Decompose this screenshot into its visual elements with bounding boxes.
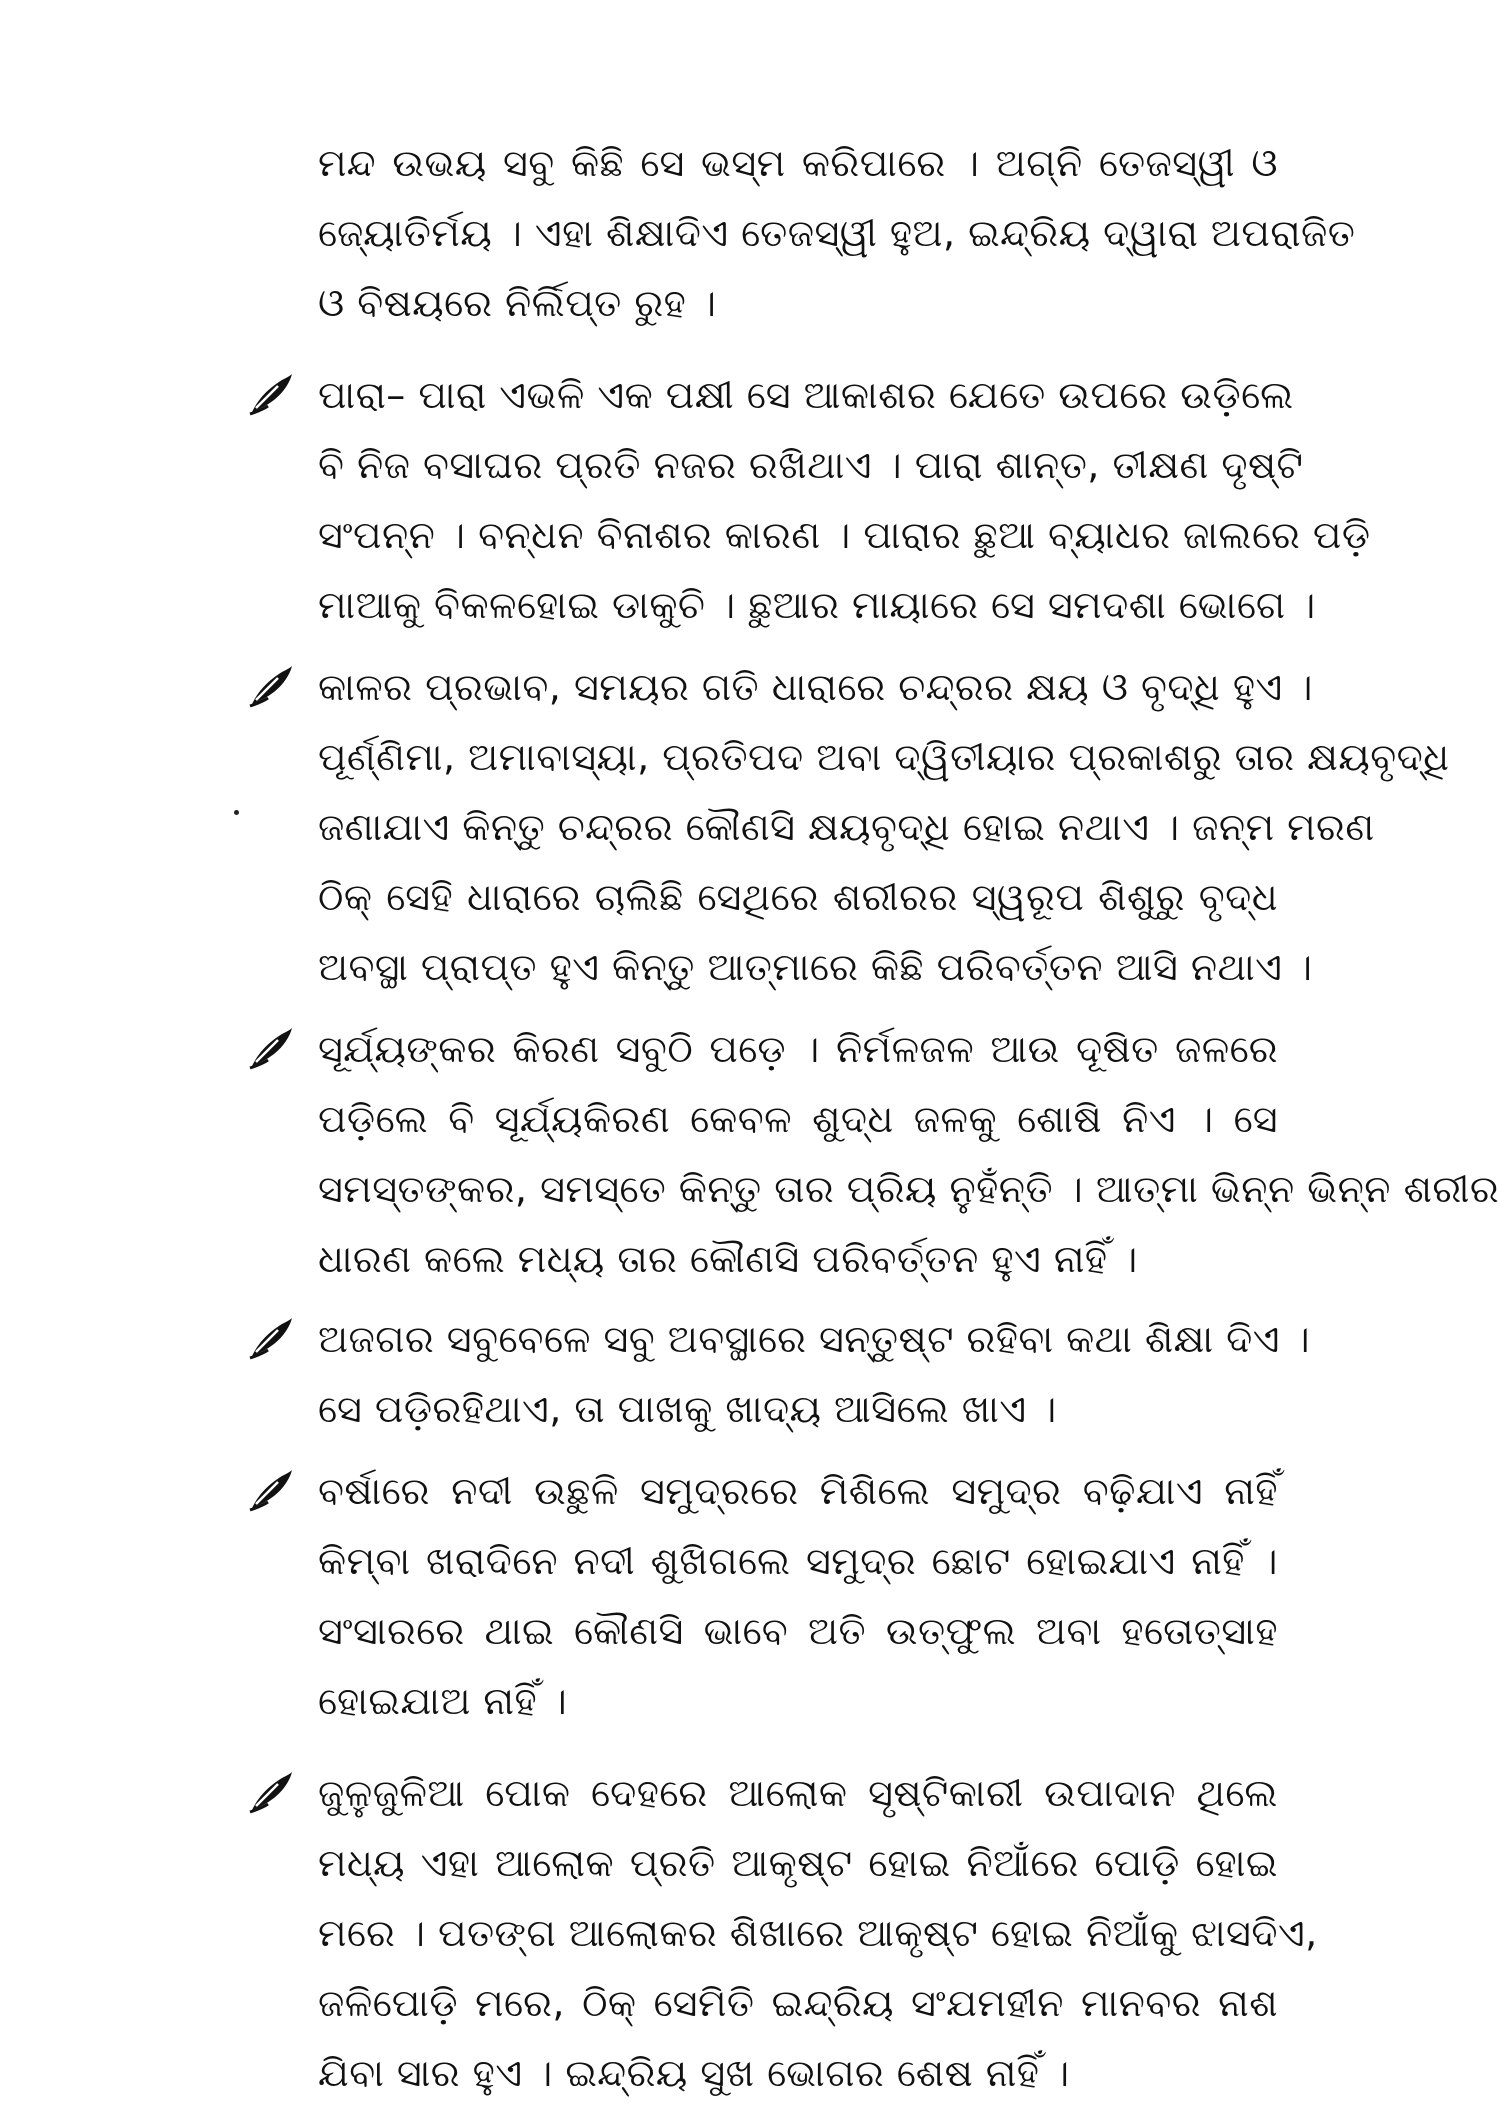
text-line: ଅଜଗର ସବୁବେଳେ ସବୁ ଅବସ୍ଥାରେ ସନ୍ତୁଷ୍ଟ ରହିବା କଥା ଶିକ୍ଷା ଦିଏ । xyxy=(318,1317,1311,1361)
text-line: ଜଳିପୋଡ଼ି ମରେ, ଠିକ୍ ସେମିତି ଇନ୍ଦ୍ରିୟ ସଂଯମହୀନ ମାନବର ନାଶ xyxy=(318,1981,1278,2025)
paragraph xyxy=(318,1014,1500,1294)
stray-mark xyxy=(234,810,239,815)
text-line: ପାରା– ପାରା ଏଭଳି ଏକ ପକ୍ଷୀ ସେ ଆକାଶର ଯେତେ ଉପରେ ଉଡ଼ିଲେ xyxy=(318,373,1294,417)
text-line: ମଧ୍ୟ ଏହା ଆଲୋକ ପ୍ରତି ଆକୃଷ୍ଟ ହୋଇ ନିଆଁରେ ପୋଡ଼ି ହୋଇ xyxy=(318,1841,1278,1885)
text-line: ଧାରଣ କଲେ ମଧ୍ୟ ତାର କୌଣସି ପରିବର୍ତ୍ତନ ହୁଏ ନାହିଁ । xyxy=(318,1237,1138,1281)
text-line: ସଂସାରରେ ଥାଇ କୌଣସି ଭାବେ ଅତି ଉତ୍‌ଫୁଲ ଅବା ହତୋତ୍ସାହ xyxy=(318,1609,1278,1653)
text-line: ପୂର୍ଣ୍ଣିମା, ଅମାବାସ୍ୟା, ପ୍ରତିପଦ ଅବା ଦ୍ୱିତୀୟାର ପ୍ରକାଶରୁ ତାର କ୍ଷୟବୃଦ୍ଧି xyxy=(318,735,1450,779)
pen-nib-icon xyxy=(248,1314,294,1360)
pen-nib-icon xyxy=(248,370,294,416)
text-line: ଠିକ୍ ସେହି ଧାରାରେ ଚାଲିଛି ସେଥିରେ ଶରୀରର ସ୍ୱରୂପ ଶିଶୁରୁ ବୃଦ୍ଧ xyxy=(318,875,1278,919)
text-line: ସମସ୍ତଙ୍କର, ସମସ୍ତେ କିନ୍ତୁ ତାର ପ୍ରିୟ ନୁହଁନ୍ତି । ଆତ୍ମା ଭିନ୍ନ ଭିନ୍ନ ଶରୀର xyxy=(318,1167,1500,1211)
text-line: ଜଣାଯାଏ କିନ୍ତୁ ଚନ୍ଦ୍ରର କୌଣସି କ୍ଷୟବୃଦ୍ଧି ହୋଇ ନଥାଏ । ଜନ୍ମ ମରଣ xyxy=(318,805,1375,849)
text-line: ସଂପନ୍ନ । ବନ୍ଧନ ବିନାଶର କାରଣ । ପାରାର ଛୁଆ ବ୍ୟାଧର ଜାଲରେ ପଡ଼ି xyxy=(318,513,1371,557)
paragraph xyxy=(318,1304,1311,1444)
text-line: କାଳର ପ୍ରଭାବ, ସମୟର ଗତି ଧାରାରେ ଚନ୍ଦ୍ରର କ୍ଷୟ ଓ ବୃଦ୍ଧି ହୁଏ । xyxy=(318,665,1313,709)
text-line: ସୂର୍ଯ୍ୟଙ୍କର କିରଣ ସବୁଠି ପଡ଼େ । ନିର୍ମଳଜଳ ଆଉ ଦୂଷିତ ଜଳରେ xyxy=(318,1027,1278,1071)
pen-nib-icon xyxy=(248,1024,294,1070)
text-line: ଜୁଳୁଜୁଳିଆ ପୋକ ଦେହରେ ଆଲୋକ ସୃଷ୍ଟିକାରୀ ଉପାଦାନ ଥିଲେ xyxy=(318,1771,1278,1815)
text-line: ଯିବା ସାର ହୁଏ । ଇନ୍ଦ୍ରିୟ ସୁଖ ଭୋଗର ଶେଷ ନାହିଁ । xyxy=(318,2051,1070,2095)
text-line: ପଡ଼ିଲେ ବି ସୂର୍ଯ୍ୟକିରଣ କେବଳ ଶୁଦ୍ଧ ଜଳକୁ ଶୋଷି ନିଏ । ସେ xyxy=(318,1097,1278,1141)
text-line: ବର୍ଷାରେ ନଦୀ ଉଛୁଳି ସମୁଦ୍ରରେ ମିଶିଲେ ସମୁଦ୍ର ବଢ଼ିଯାଏ ନାହିଁ xyxy=(318,1469,1278,1513)
text-column xyxy=(318,128,1500,2108)
paragraph xyxy=(318,1758,1318,2108)
paragraph xyxy=(318,652,1450,1002)
pen-nib-icon xyxy=(248,662,294,708)
paragraph xyxy=(318,1456,1278,1736)
text-line: ମରେ । ପତଙ୍ଗ ଆଲୋକର ଶିଖାରେ ଆକୃଷ୍ଟ ହୋଇ ନିଆଁକୁ ଝାସଦିଏ, xyxy=(318,1911,1318,1955)
text-line: ଅବସ୍ଥା ପ୍ରାପ୍ତ ହୁଏ କିନ୍ତୁ ଆତ୍ମାରେ କିଛି ପରିବର୍ତ୍ତନ ଆସି ନଥାଏ । xyxy=(318,945,1313,989)
text-line: ବି ନିଜ ବସାଘର ପ୍ରତି ନଜର ରଖିଥାଏ । ପାରା ଶାନ୍ତ, ତୀକ୍ଷଣ ଦୃଷ୍ଟି xyxy=(318,443,1304,487)
pen-nib-icon xyxy=(248,1466,294,1512)
text-line: ମନ୍ଦ ଉଭୟ ସବୁ କିଛି ସେ ଭସ୍ମ କରିପାରେ । ଅଗ୍ନି ତେଜସ୍ୱୀ ଓ xyxy=(318,141,1278,185)
text-line: ଜ୍ୟୋତିର୍ମୟ । ଏହା ଶିକ୍ଷାଦିଏ ତେଜସ୍ୱୀ ହୁଅ, ଇନ୍ଦ୍ରିୟ ଦ୍ୱାରା ଅପରାଜିତ xyxy=(318,211,1356,255)
text-line: ମାଆକୁ ବିକଳହୋଇ ଡାକୁଚି । ଛୁଆର ମାୟାରେ ସେ ସମଦଶା ଭୋଗେ । xyxy=(318,583,1316,627)
text-line: ଓ ବିଷୟରେ ନିର୍ଲିପ୍ତ ରୁହ । xyxy=(318,281,717,325)
text-line: ହୋଇଯାଅ ନାହିଁ । xyxy=(318,1679,568,1723)
paragraph xyxy=(318,128,1356,338)
text-line: କିମ୍ବା ଖରାଦିନେ ନଦୀ ଶୁଖିଗଲେ ସମୁଦ୍ର ଛୋଟ ହୋଇଯାଏ ନାହିଁ । xyxy=(318,1539,1278,1583)
paragraph xyxy=(318,360,1371,640)
text-line: ସେ ପଡ଼ିରହିଥାଏ, ତା ପାଖକୁ ଖାଦ୍ୟ ଆସିଲେ ଖାଏ । xyxy=(318,1387,1057,1431)
pen-nib-icon xyxy=(248,1768,294,1814)
